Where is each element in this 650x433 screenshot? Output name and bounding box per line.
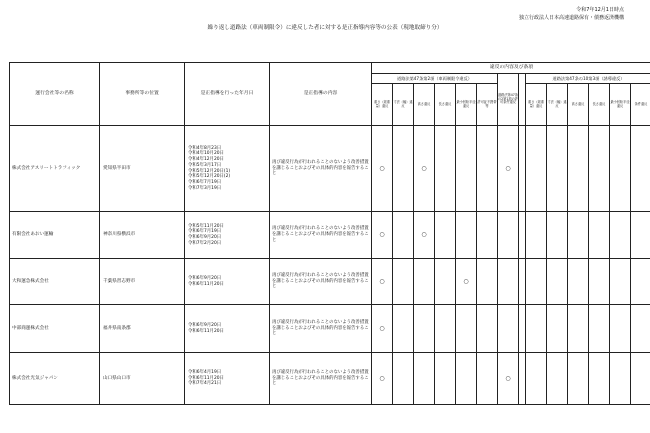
empty-cell (526, 126, 547, 212)
empty-cell (526, 259, 547, 305)
empty-cell (526, 305, 547, 353)
guidance-date: 令和7年2月20日 (188, 240, 222, 246)
table-row (10, 212, 650, 259)
organization-name: 独立行政法人日本高速道路保有・債務返済機構 (518, 15, 624, 21)
guidance-date: 令和6年9月20日 (188, 235, 222, 240)
empty-cell (393, 126, 414, 212)
empty-cell (477, 212, 498, 259)
company-name: 株式会社アスリートトラフィック (10, 126, 100, 212)
company-location: 愛知県半田市 (100, 126, 185, 212)
violation-mark: ○ (372, 305, 393, 353)
empty-cell (435, 212, 456, 259)
empty-cell (393, 353, 414, 405)
guidance-date: 令和6年11月20日 (188, 328, 224, 334)
guidance-content: 再び違反行為が行われることのないよう改善措置を講じることおよびその具体的内容を報告すること (270, 126, 372, 212)
empty-cell (498, 212, 519, 259)
company-name: 大和運急株式会社 (10, 259, 100, 305)
empty-cell (414, 353, 435, 405)
gap-cell (519, 353, 526, 405)
company-location: 福井県南条郡 (100, 305, 185, 353)
guidance-date: 令和7年3月19日 (188, 185, 222, 191)
header-group-a: 道路法第47条第2項（車両制限令違反） (372, 74, 498, 84)
empty-cell (568, 305, 589, 353)
header-dates: 是正指導を行った年月日 (185, 63, 270, 126)
company-location: 神奈川県横浜市 (100, 212, 185, 259)
guidance-date: 令和6年9月20日 (188, 322, 222, 328)
document-title: 繰り返し道路法（車両制限令）に違反した者に対する是正指導内容等の公表（現地取締り分） (207, 25, 443, 31)
empty-cell (477, 305, 498, 353)
violation-mark: ○ (414, 126, 435, 212)
empty-cell (393, 259, 414, 305)
empty-cell (631, 305, 650, 353)
violation-mark: ○ (372, 353, 393, 405)
violation-mark: ○ (372, 126, 393, 212)
empty-cell (589, 259, 610, 305)
empty-cell (631, 212, 650, 259)
gap-cell (519, 212, 526, 259)
guidance-date: 令和6年7月19日 (188, 229, 222, 235)
gap-cell (519, 126, 526, 212)
empty-cell (547, 212, 568, 259)
header-permit-condition: 道路法第47条の2第1項の許可条件違反 (498, 74, 519, 126)
empty-cell (435, 259, 456, 305)
guidance-date: 令和6年9月20日 (188, 275, 222, 281)
empty-cell (526, 353, 547, 405)
violation-table (9, 62, 650, 405)
empty-cell (589, 212, 610, 259)
empty-cell (589, 305, 610, 353)
empty-cell (393, 212, 414, 259)
guidance-date: 令和4年10月20日 (188, 151, 224, 157)
violation-mark: ○ (372, 212, 393, 259)
table-row (10, 259, 650, 305)
empty-cell (547, 353, 568, 405)
empty-cell (568, 212, 589, 259)
company-name: 中部商運株式会社 (10, 305, 100, 353)
guidance-content: 再び違反行為が行われることのないよう改善措置を講じることおよびその具体的内容を報告すること (270, 353, 372, 405)
header-sub-a: 高さ違反 (414, 84, 435, 126)
empty-cell (526, 212, 547, 259)
guidance-dates (185, 212, 270, 259)
empty-cell (631, 353, 650, 405)
table-row (10, 305, 650, 353)
guidance-date: 令和5年12月20日(2) (188, 174, 231, 180)
guidance-dates (185, 259, 270, 305)
company-location: 山口県山口市 (100, 353, 185, 405)
header-location: 事務所等の位置 (100, 63, 185, 126)
header-sub-b: 重さ（総重量）違反 (526, 84, 547, 126)
empty-cell (414, 259, 435, 305)
empty-cell (435, 305, 456, 353)
gap-cell (519, 305, 526, 353)
empty-cell (477, 259, 498, 305)
header-company: 運行会社等の名称 (10, 63, 100, 126)
guidance-date: 令和6年7月19日 (188, 179, 222, 185)
empty-cell (589, 126, 610, 212)
guidance-date: 令和5年3月17日 (188, 162, 222, 168)
empty-cell (631, 126, 650, 212)
empty-cell (610, 353, 631, 405)
header-sub-a: 許可証不携帯等 (477, 84, 498, 126)
guidance-date: 令和7年4月21日 (188, 381, 222, 387)
header-sub-b: 最小回転半径違反 (610, 84, 631, 126)
empty-cell (393, 305, 414, 353)
header-sub-a: 寸法（幅）違反 (393, 84, 414, 126)
violation-mark: ○ (456, 259, 477, 305)
empty-cell (547, 305, 568, 353)
guidance-dates (185, 126, 270, 212)
violation-mark: ○ (372, 259, 393, 305)
empty-cell (456, 353, 477, 405)
empty-cell (456, 126, 477, 212)
guidance-date: 令和6年11月20日 (188, 375, 224, 381)
header-sub-a: 最小回転半径違反 (456, 84, 477, 126)
empty-cell (498, 305, 519, 353)
violation-mark: ○ (414, 212, 435, 259)
header-sub-a: 長さ違反 (435, 84, 456, 126)
empty-cell (610, 259, 631, 305)
empty-cell (498, 259, 519, 305)
report-date: 令和7年12月1日時点 (576, 7, 624, 13)
guidance-date: 令和6年11月20日 (188, 281, 224, 287)
company-name: 株式会社光気ジャパン (10, 353, 100, 405)
empty-cell (568, 259, 589, 305)
guidance-date: 令和5年12月20日(1) (188, 168, 231, 174)
empty-cell (477, 353, 498, 405)
empty-cell (568, 126, 589, 212)
empty-cell (610, 212, 631, 259)
header-sub-b: 高さ違反 (568, 84, 589, 126)
header-content: 是正指導の内容 (270, 63, 372, 126)
header-sub-a: 重さ（総重量）違反 (372, 84, 393, 126)
empty-cell (477, 126, 498, 212)
empty-cell (414, 305, 435, 353)
header-sub-b: 寸法（幅）違反 (547, 84, 568, 126)
guidance-content: 再び違反行為が行われることのないよう改善措置を講じることおよびその具体的内容を報告すること (270, 305, 372, 353)
guidance-date: 令和4年8月23日 (188, 145, 222, 151)
company-name: 有限会社あおい運輸 (10, 212, 100, 259)
header-gap (519, 74, 526, 126)
header-sub-b: 条件違反 (631, 84, 650, 126)
violation-mark: ○ (498, 126, 519, 212)
empty-cell (631, 259, 650, 305)
table-row (10, 126, 650, 212)
header-group-b: 道路法第47条の10第3項（誘導違反） (526, 74, 650, 84)
guidance-dates (185, 305, 270, 353)
empty-cell (456, 212, 477, 259)
empty-cell (568, 353, 589, 405)
guidance-content: 再び違反行為が行われることのないよう改善措置を講じることおよびその具体的内容を報告すること (270, 212, 372, 259)
guidance-dates (185, 353, 270, 405)
empty-cell (456, 305, 477, 353)
company-location: 千葉県習志野市 (100, 259, 185, 305)
empty-cell (610, 126, 631, 212)
header-sub-b: 長さ違反 (589, 84, 610, 126)
gap-cell (519, 259, 526, 305)
empty-cell (547, 259, 568, 305)
guidance-content: 再び違反行為が行われることのないよう改善措置を講じることおよびその具体的内容を報告すること (270, 259, 372, 305)
guidance-date: 令和6年4月19日 (188, 369, 222, 375)
empty-cell (589, 353, 610, 405)
header-violation-group: 違反の内容及び条項 (372, 63, 650, 74)
empty-cell (547, 126, 568, 212)
empty-cell (435, 353, 456, 405)
empty-cell (435, 126, 456, 212)
guidance-date: 令和4年12月20日 (188, 157, 224, 163)
violation-mark: ○ (498, 353, 519, 405)
guidance-date: 令和5年11月20日 (188, 223, 224, 229)
table-row (10, 353, 650, 405)
empty-cell (610, 305, 631, 353)
